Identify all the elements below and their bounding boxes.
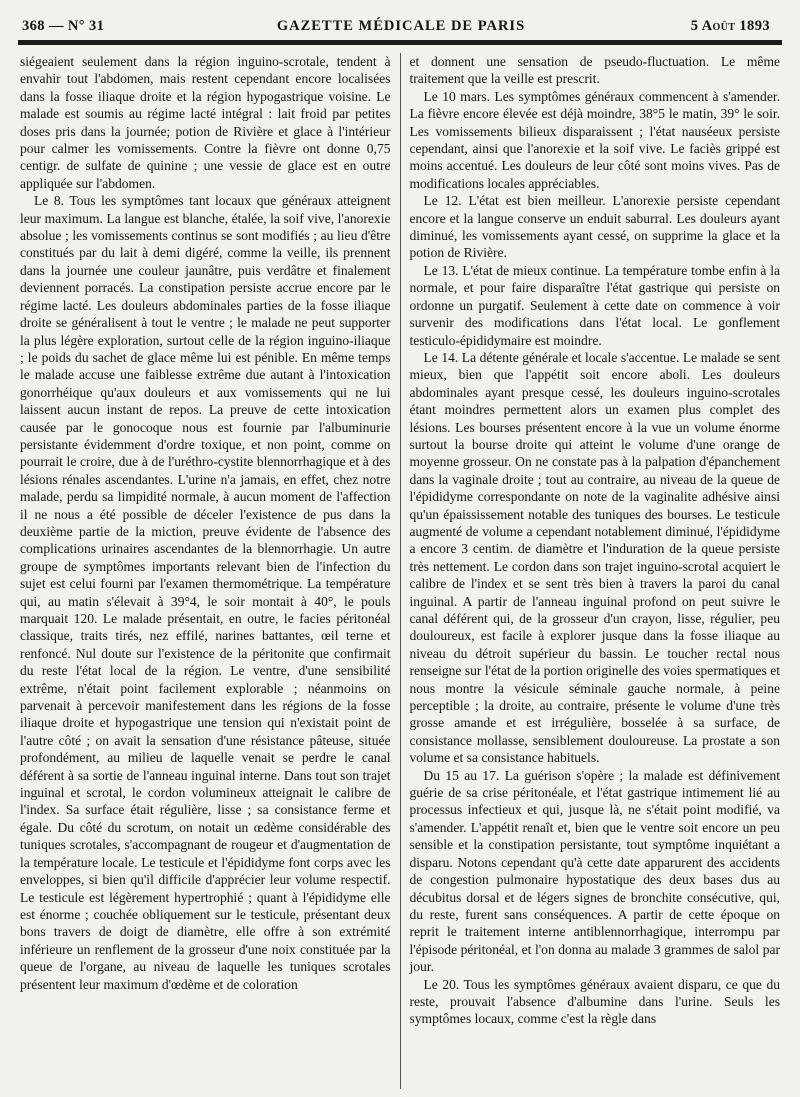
article-body	[20, 53, 780, 1089]
paragraph: Le 13. L'état de mieux continue. La température tombe enfin à la normale, et pour faire disparaître l'état gastrique qui persiste on ordonne un purgatif. Seulement à cette date on commence à voir survenir des modifications dans l'état local. Le gonflement testiculo-épididymaire est moindre.	[409, 262, 780, 348]
paragraph: et donnent une sensation de pseudo-fluctuation. Le même traitement que la veille est prescrit.	[409, 54, 780, 87]
paragraph: Le 10 mars. Les symptômes généraux commencent à s'amender. La fièvre encore élevée est déjà moindre, 38°5 le matin, 39° le soir. Les vomissements bilieux disparaissent ; l'état nauséeux persiste cependant, ainsi que l'anorexie et la soif vive. Le faciès grippé est moins accentué. Les douleurs de leur côté sont moins vives. Pas de modifications locales appréciables.	[409, 88, 780, 191]
journal-title: GAZETTE MÉDICALE DE PARIS	[276, 18, 526, 34]
paragraph: Le 20. Tous les symptômes généraux avaient disparu, ce que du reste, prouvait l'absence d'albumine dans l'urine. Seuls les symptômes locaux, comme c'est la règle dans	[409, 976, 780, 1027]
left-column	[20, 53, 400, 1089]
paragraph: Le 12. L'état est bien meilleur. L'anorexie persiste cependant encore et la langue conserve un enduit saburral. Les douleurs ayant diminué, les vomissements ayant cessé, on supprime la glace et la potion de Rivière.	[409, 193, 780, 261]
paragraph: Le 8. Tous les symptômes tant locaux que généraux atteignent leur maximum. La langue est blanche, étalée, la soif vive, l'anorexie absolue ; les vomissements continus se sont modifiés ; au lieu d'être constitués par du lait à demi digéré, comme la veille, ils prennent dans la journée une couleur jaunâtre, puis verdâtre et finalement deviennent porracés. La constipation persiste accrue encore par le régime lacté. Les douleurs abdominales parties de la fosse iliaque droite se généralisent à tout le ventre ; le malade ne peut supporter la plus légère exploration, surtout celle de la région inguino-iliaque ; le poids du sachet de glace même lui est pénible. En même temps le malade accuse une faiblesse extrême due autant à l'intoxication gonorrhéique qu'aux douleurs et aux vomissements qui ne lui laissent aucun instant de repos. La preuve de cette intoxication causée par le gonocoque nous est fournie par l'albuminurie persistante évidemment d'ordre toxique, et non point, comme on pourrait le croire, due à de l'uréthro-cystite blennorrhagique et à des lésions rénales ascendantes. L'urine n'a jamais, en effet, chez notre malade, perdu sa limpidité normale, à aucun moment de l'affection il ne nous a été possible de déceler l'existence de pus dans la deuxième partie de la miction, preuve évidente de l'absence des complications urinaires ascendantes de la blennorrhagie. Un autre groupe de symptômes importants relevant bien de l'infection du sujet est celui fourni par l'examen thermométrique. La température qui, au matin s'élevait à 39°4, le soir montait à 40°, le pouls marquait 120. Le malade présentait, en outre, le facies péritonéal classique, traits tirés, nez effilé, narines battantes, œil terne et renfoncé. Nul doute sur l'existence de la péritonite que confirmait du reste l'état local de la région. Le ventre, d'une sensibilité extrême, n'était point facilement explorable ; néanmoins on parvenait à percevoir manifestement dans les régions de la fosse iliaque droite et hypogastrique une tension qui n'existait point de l'autre côté ; on avait la sensation d'une résistance pâteuse, située profondément, au milieu de laquelle venait se perdre le canal déférent à sa sortie de l'anneau inguinal interne. Dans tout son trajet inguinal et scrotal, le cordon volumineux atteignait le calibre de l'index. Sa surface était régulière, lisse ; sa consistance ferme et égale. Du côté du scrotum, on notait un œdème considérable des tuniques scrotales, s'accompagnant de rougeur et d'augmentation de la température locale. Le testicule et l'épididyme font corps avec les enveloppes, si bien qu'il difficile d'apprécier leur volume respectif. Le testicule est légèrement hypertrophié ; quant à l'épididyme elle est énorme ; couchée obliquement sur le testicule, présentant deux bons travers de doigt de diamètre, elle offre à son extrémité inférieure un renflement de la grosseur d'une noix constituée par la queue de l'organe, au niveau de laquelle les tuniques scrotales présentent leur maximum d'œdème et de coloration	[20, 193, 391, 992]
paragraph: siégeaient seulement dans la région inguino-scrotale, tendent à envahir tout l'abdomen, mais restent cependant encore localisées dans la fosse iliaque droite et la région hypogastrique voisine. Le malade est soumis au régime lacté intégral : lait froid par petites doses pris dans la journée; potion de Rivière et glace à l'intérieur pour calmer les vomissements. Contre la fièvre ont donne 0,75 centigr. de sulfate de quinine ; une vessie de glace est en outre appliquée sur l'abdomen.	[20, 54, 391, 191]
page-issue-number: 368 — N° 31	[22, 18, 105, 34]
paragraph: Le 14. La détente générale et locale s'accentue. Le malade se sent mieux, bien que l'appétit soit encore aboli. Les douleurs abdominales ayant presque cessé, les douleurs inguino-scrotales étant moindres permettent alors un examen plus complet des lésions. Les bourses présentent encore à la vue un volume énorme surtout la bourse droite qui atteint le volume d'une orange de moyenne grosseur. On ne constate pas à la palpation d'épanchement dans la vaginale droite ; tout au contraire, au niveau de la queue de l'épididyme correspondante on note de la vaginalite adhésive ainsi qu'un épaississement notable des tuniques des bourses. Le testicule augmenté de volume a cependant notablement diminué, l'épididyme a encore 3 centim. de diamètre et l'induration de la queue persiste très nettement. Le cordon dans son trajet inguino-scrotal acquiert le calibre de l'index et se sent très bien à travers la paroi du canal inguinal. A partir de l'anneau inguinal profond on peut suivre le canal déférent qui, de la grosseur d'un crayon, lisse, régulier, peu douloureux, est facile à explorer jusque dans la fosse iliaque au niveau du détroit supérieur du bassin. Le toucher rectal nous renseigne sur l'état de la portion originelle des voies spermatiques et nous montre la vésicule séminale gauche normale, à peine perceptible ; la droite, au contraire, présente le volume d'une très grosse amande et est irrégulière, bosselée à sa surface, de consistance mollasse, sensiblement douloureuse. La prostate a son volume et sa consistance habituels.	[409, 349, 780, 766]
running-header	[20, 14, 782, 36]
header-rule	[18, 40, 782, 45]
issue-date: 5 Août 1893	[690, 18, 770, 34]
right-column	[400, 53, 781, 1089]
paragraph: Du 15 au 17. La guérison s'opère ; la malade est définivement guérie de sa crise péritonéale, et l'état gastrique intimement lié au processus infectieux et qui, jusque là, ne s'était point modifié, va s'amender. L'appétit renaît et, bien que le ventre soit encore un peu sensible et la constipation persistante, tout symptôme inquiétant a disparu. Notons cependant qu'à cette date apparurent des accidents de congestion pulmonaire hypostatique des deux bases dus au décubitus dorsal et de légers signes de bronchite consécutive, qui, du reste, furent sans conséquences. A partir de cette époque on reprit le traitement interne antiblennorrhagique, interrompu par l'épisode péritonéal, et l'on donna au malade 3 grammes de salol par jour.	[409, 767, 780, 975]
